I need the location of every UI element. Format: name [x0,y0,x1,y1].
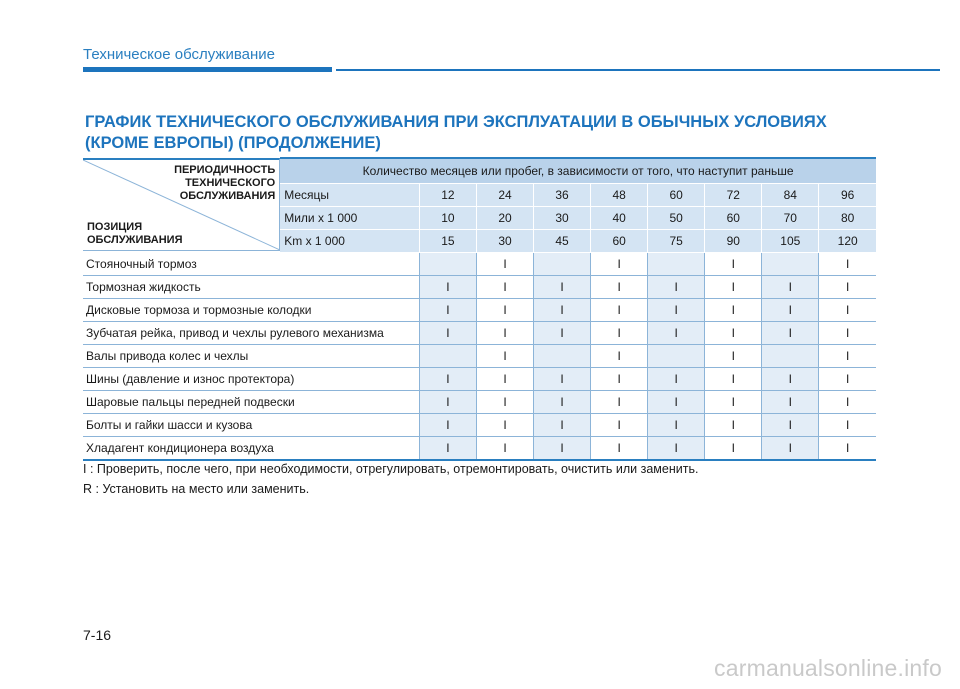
table-row [83,276,876,299]
schedule-cell: I [762,299,819,322]
schedule-cell: I [762,322,819,345]
schedule-cell: I [534,437,591,461]
schedule-cell: I [419,414,476,437]
schedule-cell: I [476,345,533,368]
schedule-cell: I [819,276,876,299]
heading-line-1: ГРАФИК ТЕХНИЧЕСКОГО ОБСЛУЖИВАНИЯ ПРИ ЭКСПЛУАТАЦИИ В ОБЫЧНЫХ УСЛОВИЯХ [85,113,827,131]
schedule-cell: I [591,345,648,368]
interval-value: 84 [762,184,819,207]
schedule-cell: I [419,322,476,345]
schedule-cell: I [819,299,876,322]
section-title: Техническое обслуживание [83,46,275,63]
corner-bottom-line-2: ОБСЛУЖИВАНИЯ [87,234,183,246]
schedule-cell: I [648,391,705,414]
interval-value: 12 [419,184,476,207]
legend-replace: R : Установить на место или заменить. [83,482,310,496]
table-row [83,253,876,276]
schedule-cell: I [534,276,591,299]
table-row [83,391,876,414]
schedule-cell: I [762,276,819,299]
schedule-cell: I [419,437,476,461]
corner-top-line-3: ОБСЛУЖИВАНИЯ [179,190,276,202]
schedule-cell [648,345,705,368]
schedule-cell [762,253,819,276]
page-number: 7-16 [83,627,112,643]
schedule-cell: I [819,322,876,345]
schedule-cell: I [476,299,533,322]
interval-span-header: Количество месяцев или пробег, в зависимости от того, что наступит раньше [280,158,876,184]
schedule-cell: I [419,276,476,299]
corner-top-line-2: ТЕХНИЧЕСКОГО [185,177,276,189]
corner-top-line-1: ПЕРИОДИЧНОСТЬ [174,164,276,176]
schedule-cell [762,345,819,368]
maintenance-item-label: Валы привода колес и чехлы [83,345,419,368]
schedule-cell: I [419,368,476,391]
schedule-cell: I [762,414,819,437]
schedule-cell: I [591,414,648,437]
interval-unit-label: Мили x 1 000 [280,207,419,230]
interval-value: 30 [476,230,533,253]
schedule-cell: I [419,299,476,322]
schedule-cell: I [534,391,591,414]
header-rule-thin [336,69,940,71]
interval-unit-label: Месяцы [280,184,419,207]
table-row [83,345,876,368]
schedule-cell: I [419,391,476,414]
interval-value: 105 [762,230,819,253]
schedule-cell: I [705,414,762,437]
maintenance-item-label: Зубчатая рейка, привод и чехлы рулевого механизма [83,322,419,345]
interval-value: 10 [419,207,476,230]
interval-value: 72 [705,184,762,207]
interval-value: 48 [591,184,648,207]
maintenance-item-label: Дисковые тормоза и тормозные колодки [83,299,419,322]
schedule-cell [534,345,591,368]
interval-unit-label: Km x 1 000 [280,230,419,253]
schedule-cell: I [705,276,762,299]
maintenance-item-label: Тормозная жидкость [83,276,419,299]
interval-value: 60 [705,207,762,230]
schedule-cell: I [705,391,762,414]
schedule-cell: I [591,322,648,345]
interval-value: 90 [705,230,762,253]
schedule-cell: I [476,368,533,391]
maintenance-item-label: Шины (давление и износ протектора) [83,368,419,391]
table-header-row-span [83,158,876,184]
schedule-cell [419,345,476,368]
schedule-cell: I [591,437,648,461]
interval-value: 75 [648,230,705,253]
schedule-cell [534,253,591,276]
corner-periodicity-label [174,164,275,203]
schedule-cell: I [648,437,705,461]
schedule-cell: I [819,391,876,414]
schedule-cell: I [534,368,591,391]
watermark: carmanualsonline.info [714,655,942,681]
schedule-cell: I [762,437,819,461]
schedule-cell: I [705,299,762,322]
schedule-cell: I [648,276,705,299]
interval-value: 30 [534,207,591,230]
interval-value: 70 [762,207,819,230]
header-rule-thick [83,67,332,72]
schedule-cell: I [648,414,705,437]
interval-value: 60 [648,184,705,207]
table-row [83,368,876,391]
schedule-cell: I [705,368,762,391]
schedule-cell: I [534,299,591,322]
schedule-cell: I [819,368,876,391]
corner-item-label [87,221,183,247]
schedule-cell: I [762,391,819,414]
schedule-cell [648,253,705,276]
schedule-cell: I [476,322,533,345]
legend-inspect: I : Проверить, после чего, при необходимости, отрегулировать, отремонтировать, очистить или заменить. [83,462,699,476]
schedule-cell: I [476,253,533,276]
schedule-cell: I [476,437,533,461]
interval-value: 96 [819,184,876,207]
schedule-cell: I [591,299,648,322]
schedule-cell: I [648,322,705,345]
maintenance-schedule-table [83,157,876,461]
schedule-cell: I [648,299,705,322]
interval-value: 120 [819,230,876,253]
schedule-cell: I [819,414,876,437]
schedule-cell: I [819,253,876,276]
interval-value: 40 [591,207,648,230]
page-heading [85,112,885,154]
schedule-cell: I [534,322,591,345]
schedule-cell: I [705,322,762,345]
schedule-cell: I [705,437,762,461]
table-row [83,322,876,345]
schedule-cell: I [476,414,533,437]
interval-value: 24 [476,184,533,207]
maintenance-item-label: Шаровые пальцы передней подвески [83,391,419,414]
schedule-cell: I [476,276,533,299]
schedule-cell: I [591,391,648,414]
table-row [83,437,876,461]
schedule-cell: I [591,253,648,276]
schedule-cell: I [591,276,648,299]
maintenance-item-label: Стояночный тормоз [83,253,419,276]
maintenance-item-label: Хладагент кондиционера воздуха [83,437,419,461]
interval-value: 36 [534,184,591,207]
schedule-cell: I [705,345,762,368]
schedule-cell: I [819,437,876,461]
interval-value: 60 [591,230,648,253]
heading-line-2: (КРОМЕ ЕВРОПЫ) (ПРОДОЛЖЕНИЕ) [85,134,381,152]
interval-value: 15 [419,230,476,253]
schedule-cell: I [648,368,705,391]
table-row [83,414,876,437]
interval-value: 50 [648,207,705,230]
schedule-cell: I [476,391,533,414]
maintenance-item-label: Болты и гайки шасси и кузова [83,414,419,437]
schedule-cell: I [762,368,819,391]
schedule-cell: I [819,345,876,368]
interval-value: 20 [476,207,533,230]
table-row [83,299,876,322]
schedule-cell: I [705,253,762,276]
schedule-cell [419,253,476,276]
schedule-cell: I [534,414,591,437]
corner-bottom-line-1: ПОЗИЦИЯ [87,221,143,233]
interval-value: 45 [534,230,591,253]
table-corner-cell [83,158,280,253]
schedule-cell: I [591,368,648,391]
interval-value: 80 [819,207,876,230]
